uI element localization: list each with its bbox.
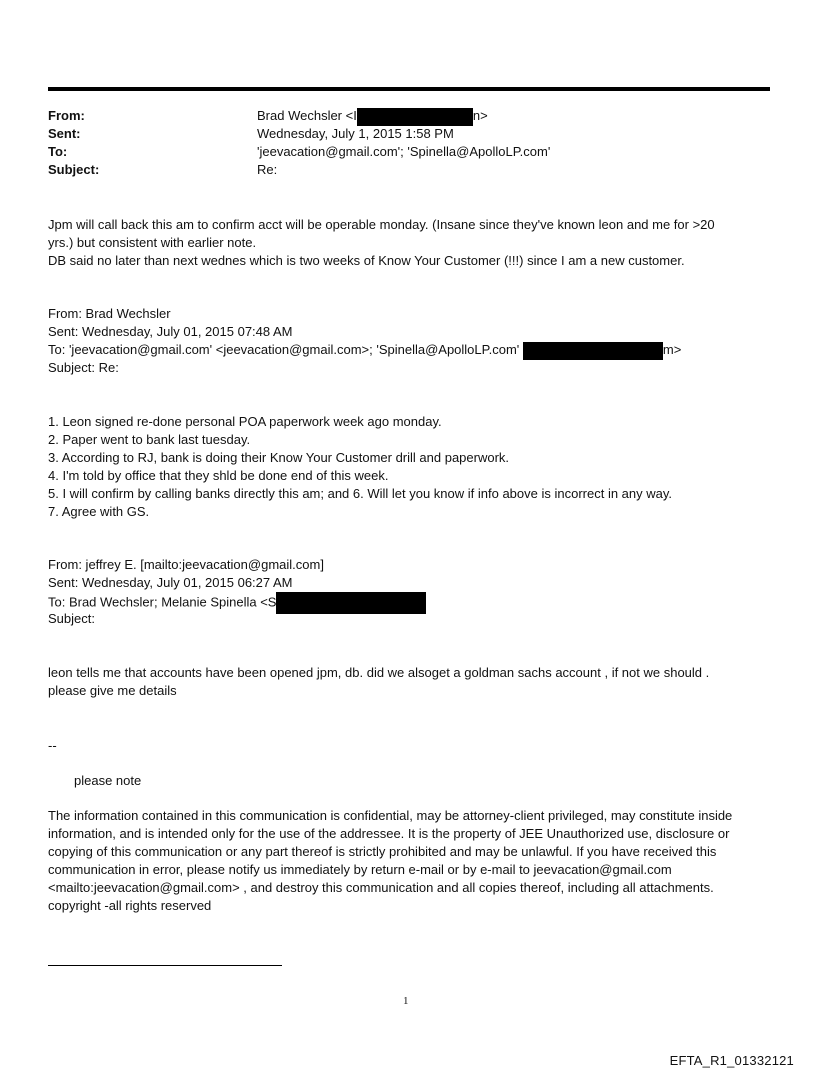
list-item: 7. Agree with GS. [48,504,150,519]
signature-separator: -- [48,738,57,753]
list-item: 2. Paper went to bank last tuesday. [48,432,251,447]
quoted-subject: Subject: [48,611,95,626]
redaction-box [523,342,663,360]
quoted-sent: Sent: Wednesday, July 01, 2015 07:48 AM [48,324,293,339]
from-prefix-fragment: I [353,108,357,123]
list-item: 5. I will confirm by calling banks directly this am; and 6. Will let you know if info above is incorrect in any way. [48,486,673,501]
quoted-to-prefix: To: Brad Wechsler; Melanie Spinella <S [48,594,277,610]
list-item: 4. I'm told by office that they shld be done end of this week. [48,468,389,483]
sent-value: Wednesday, July 1, 2015 1:58 PM [257,126,454,141]
quoted-message-body [48,664,768,700]
footnote-rule [48,965,282,966]
quoted-to-suffix: m> [662,342,682,357]
to-label: To: [48,144,68,159]
document-id: EFTA_R1_01332121 [669,1053,794,1068]
body-line: Jpm will call back this am to confirm acct will be operable monday. (Insane since they've known leon and me for >20 [48,217,715,232]
subject-value: Re: [257,162,278,177]
from-suffix-fragment: n> [472,108,488,123]
body-line: leon tells me that accounts have been opened jpm, db. did we alsoget a goldman sachs account , if not we should . [48,665,710,680]
from-value [257,107,488,126]
quoted-from: From: jeffrey E. [mailto:jeevacation@gmail.com] [48,557,324,572]
page-number: 1 [403,995,409,1007]
from-label: From: [48,108,85,123]
quoted-to-prefix: To: 'jeevacation@gmail.com' <jeevacation@gmail.com>; 'Spinella@ApolloLP.com' [48,342,523,357]
quoted-sent: Sent: Wednesday, July 01, 2015 06:27 AM [48,575,293,590]
quoted-subject: Subject: Re: [48,360,119,375]
list-item: 1. Leon signed re-done personal POA paperwork week ago monday. [48,414,442,429]
numbered-list [48,413,768,521]
confidentiality-disclaimer: The information contained in this communication is confidential, may be attorney-client privileged, may constitute inside information, and is intended only for the use of the addressee. It is the property of JEE Unauthorized use, disclosure or copying of this communication or any part thereof is strictly prohibited and may be unlawful. If you have received this communication in error, please notify us immediately by return e-mail or by e-mail to jeevacation@gmail.com <mailto:jeevacation@gmail.com> , and destroy this communication and all copies thereof, including all attachments. copyright -all rights reserved [48,808,733,913]
from-name: Brad Wechsler < [257,108,354,123]
quoted-to [48,592,768,610]
quoted-from: From: Brad Wechsler [48,306,171,321]
redaction-box [357,108,473,126]
subject-label: Subject: [48,162,100,177]
quoted-header-2 [48,556,768,628]
please-note: please note [74,773,142,788]
sent-label: Sent: [48,126,81,141]
body-line: please give me details [48,683,177,698]
latest-message-body [48,216,768,270]
list-item: 3. According to RJ, bank is doing their Know Your Customer drill and paperwork. [48,450,510,465]
quoted-to [48,341,768,359]
body-line: yrs.) but consistent with earlier note. [48,235,257,250]
header-rule [48,87,770,91]
body-line: DB said no later than next wednes which is two weeks of Know Your Customer (!!!) since I am a new customer. [48,253,685,268]
redaction-box [276,592,426,614]
quoted-header-1 [48,305,768,377]
to-value: 'jeevacation@gmail.com'; 'Spinella@ApolloLP.com' [257,144,551,159]
